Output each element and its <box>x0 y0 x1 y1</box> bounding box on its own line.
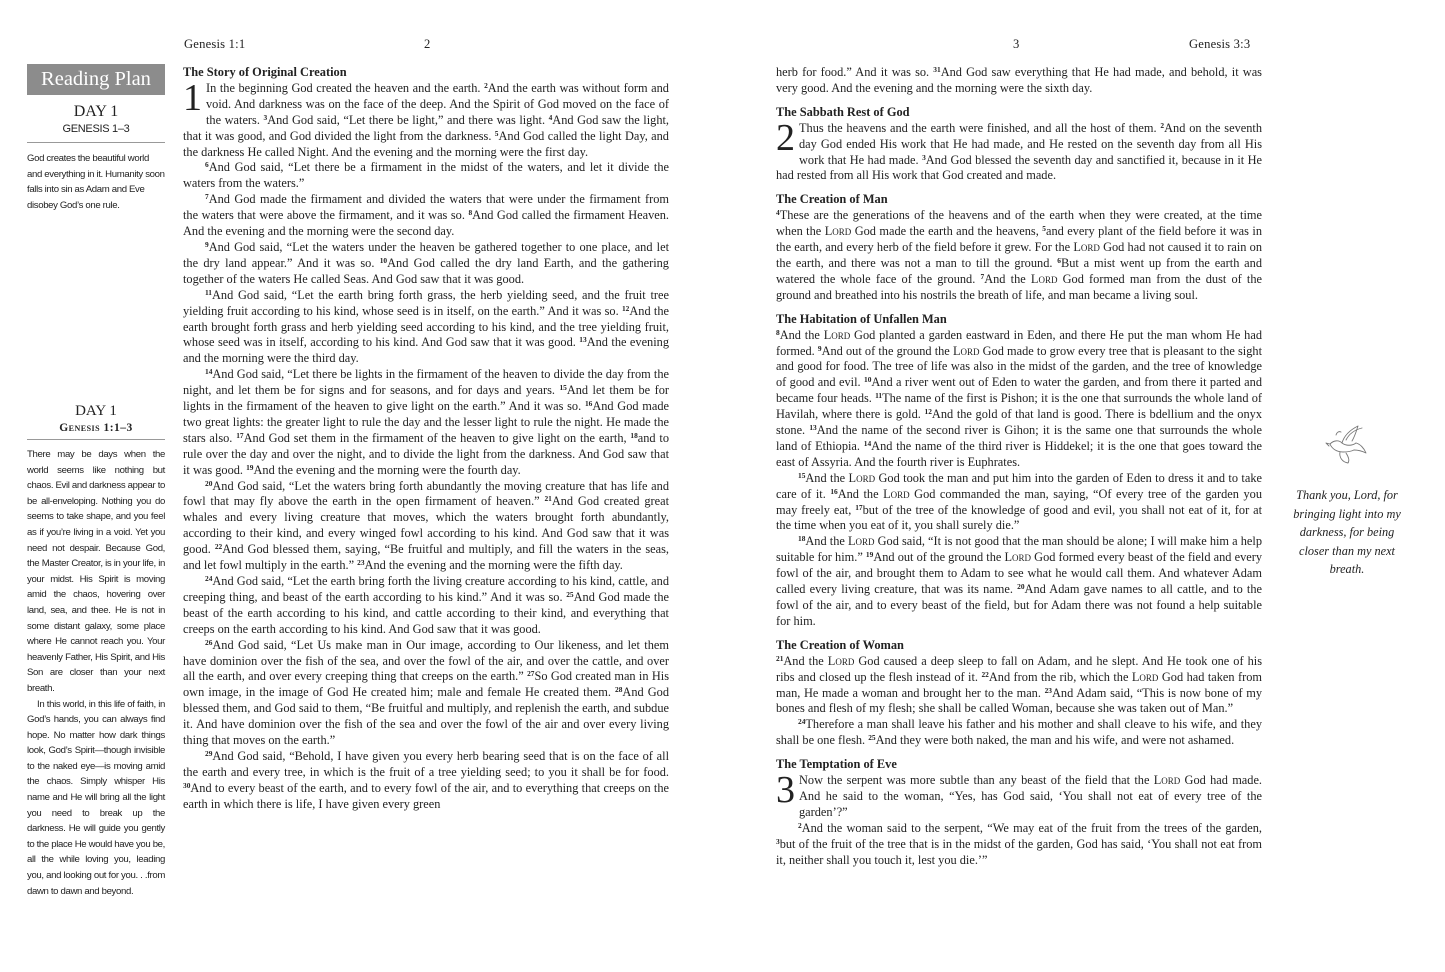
lord-smallcaps: Lord <box>1004 550 1032 565</box>
verse: And God set them in the firmament of the heaven to give light on the earth, <box>243 430 627 445</box>
verse: And God called the light Day, and the darkness He called Night. And the evening and the morning were the first day. <box>183 128 669 159</box>
verse: And God saw the light, that it was good, and God divided the light from the darkness. <box>183 112 670 143</box>
verse: And God said, “Let the earth bring forth grass, the herb yielding seed, and the fruit tree yielding fruit according to his kind, whose seed is in itself, on the earth.” And it was so. <box>183 287 669 318</box>
verse: And the earth was without form and void. And darkness was on the face of the deep. And the Spirit of God moved on the face of the waters. <box>206 80 669 127</box>
verse: And out of the ground the Lord God formed every beast of the field and every fowl of the air, and brought them to Adam to see what he would call them. And whatever Adam called every living creature, that was its name. <box>776 550 1262 597</box>
verse: In the beginning God created the heaven and the earth. <box>206 80 481 95</box>
prayer-text: Thank you, Lord, for bringing light into my darkness, for being closer than my next breath. <box>1293 488 1401 577</box>
verse: And Adam gave names to all cattle, and to the fowl of the air, and to every beast of the field, but for Adam there was not found a help suitable for him. <box>776 582 1263 628</box>
verse: And God called the firmament Heaven. And the evening and the morning were the second day. <box>183 208 669 239</box>
verse: Therefore a man shall leave his father and his mother and shall cleave to his wife, and they shall be one flesh. <box>776 717 1262 748</box>
verse-paragraph: $^9$And God said, “Let the waters under the heaven be gathered together to one place, and let the dry land appear.” And it was so. $^{10}$And God called the dry land Earth, and the gathering together of the waters He called Seas. And God saw that it was good. <box>183 239 669 286</box>
reading-plan-divider <box>27 142 165 143</box>
verse-paragraph: $^{18}$And the Lord God said, “It is not good that the man should be alone; I will make him a help suitable for him.” $^{19}$And out of the ground the Lord God formed every beast of the field and every fowl of the air, and brought them to Adam to see what he would call them. And whatever Adam called every living creature, that was its name. $^{20}$And Adam gave names to all cattle, and to the fowl of the air, and to every beast of the field, but for Adam there was not found a help suitable for him. <box>776 534 1263 628</box>
verse: And on the seventh day God ended His work that He had made, and He rested on the seventh day from all His work that He had made. <box>799 120 1262 167</box>
verse: Thus the heavens and the earth were finished, and all the host of them. <box>799 120 1157 135</box>
verse: And God created great whales and every living creature that moves, which the waters brought forth abundantly, according to their kind, and every winged fowl according to his kind. And God saw that it was good. <box>183 494 669 557</box>
verse: and every plant of the field before it was in the earth, and every herb of the field before it grew. For the Lord God had not caused it to rain on the earth, and there was not a man to till the ground. <box>776 224 1263 270</box>
reading-plan-box <box>27 64 165 213</box>
lord-smallcaps: Lord <box>848 470 876 485</box>
verse: And let them be for lights in the firmament of the heaven to give light on the earth.” And it was so. <box>183 383 669 414</box>
devotion-day: DAY 1 <box>75 403 117 419</box>
left-running-head: Genesis 1:1 <box>184 37 246 51</box>
verse: And God called the dry land Earth, and the gathering together of the waters He called Seas. And God saw that it was good. <box>183 255 669 286</box>
verse: And the evening and the morning were the fifth day. <box>364 558 623 573</box>
lord-smallcaps: Lord <box>824 224 852 239</box>
verse-paragraph: $^{21}$And the Lord God caused a deep sleep to fall on Adam, and he slept. And He took one of his ribs and closed up the flesh instead of it. $^{22}$And from the rib, which the Lord God had taken from man, He made a woman and brought her to the man. $^{23}$And Adam said, “This is now bone of my bones and flesh of my flesh; she shall be called Woman, because she was taken out of Man.” <box>776 653 1263 716</box>
reading-plan-day: DAY 1 <box>73 103 119 120</box>
devotion-box <box>27 402 165 899</box>
verse: And God blessed them, and God said to them, “Be fruitful and multiply, and replenish the earth, and subdue it. And have dominion over the fish of the sea and over the fowl of the air and over every living thing that moves on the earth.” <box>183 685 670 748</box>
section-heading: The Temptation of Eve <box>776 757 897 772</box>
verse: And God said, “Let there be a firmament in the midst of the waters, and let it divide the waters from the waters.” <box>183 160 669 191</box>
verse: And God said, “Let there be lights in the firmament of the heaven to divide the day from the night, and let them be for signs and for seasons, and for days and years. <box>183 367 669 398</box>
verse: And to every beast of the earth, and to every fowl of the air, and to everything that creeps on the earth in which there is life, I have given every green <box>183 780 669 811</box>
chapter-number: 3 <box>776 769 795 812</box>
lord-smallcaps: Lord <box>883 486 910 501</box>
right-running-head: Genesis 3:3 <box>1189 37 1251 51</box>
verse: And the evening and the morning were the fourth day. <box>253 462 521 477</box>
verse: And the name of the third river is Hiddekel; it is the one that goes toward the east of Assyria. And the fourth river is Euphrates. <box>776 438 1262 469</box>
devotion-paragraph-1: There may be days when the world seems like nothing but chaos. Evil and darkness appear to be all-enveloping. Nothing you do seems to take shape, and you feel as if you’re living in a void. Yet you need not despair. Because God, the Master Creator, is in your life, in your midst. His Spirit is moving amid the chaos, hovering over land, sea, and thee. He is not in some distant galaxy, some place where He cannot reach you. Your heavenly Father, His Spirit, and His Son are closer than your next breath. <box>27 449 165 694</box>
verse: And God blessed them, saying, “Be fruitful and multiply, and fill the waters in the seas, and let fowl multiply in the earth.” <box>183 542 669 573</box>
verse-paragraph: $^7$And God made the firmament and divided the waters that were under the firmament from the waters that were above the firmament, and it was so. $^8$And God called the firmament Heaven. And the evening and the morning were the second day. <box>183 192 669 239</box>
verse: And God made the beast of the earth according to his kind, and cattle according to their kind, and everything that creeps on the earth according to his kind. And God saw that it was good. <box>183 589 669 636</box>
verse: These are the generations of the heavens and of the earth when they were created, at the time when the Lord God made the earth and the heavens, <box>776 208 1262 239</box>
verse: And the Lord God commanded the man, saying, “Of every tree of the garden you may freely eat, <box>776 486 1262 517</box>
right-page-number: 3 <box>1013 37 1020 51</box>
lord-smallcaps: Lord <box>1153 773 1181 788</box>
verse: And the Lord God planted a garden eastward in Eden, and there He put the man whom He had formed. <box>776 327 1262 358</box>
verse: And a river went out of Eden to water the garden, and from there it parted and became four heads. <box>776 375 1262 406</box>
verse: And God made two great lights: the greater light to rule the day and the lesser light to rule the night. He made the stars also. <box>183 399 670 445</box>
verse-paragraph: $^{24}$And God said, “Let the earth bring forth the living creature according to his kind, cattle, and creeping thing, and beast of the earth according to his kind.” And it was so. $^{25}$And God made the beast of the earth according to his kind, and cattle according to their kind, and everything that creeps on the earth according to his kind. And God saw that it was good. <box>183 574 669 636</box>
verse: And the evening and the morning were the third day. <box>183 335 669 366</box>
verse: Now the serpent was more subtle than any beast of the field that the Lord God had made. And he said to the woman, “Yes, has God said, ‘You shall not eat of every tree of the garden’?” <box>799 773 1263 819</box>
verse: And they were both naked, the man and his wife, and were not ashamed. <box>875 733 1235 748</box>
verse: And God said, “Let the waters bring forth abundantly the moving creature that has life and fowl that may fly above the earth in the open firmament of heaven.” <box>183 478 669 509</box>
verse: The name of the first is Pishon; it is the one that surrounds the whole land of Havilah, where there is gold. <box>776 391 1262 422</box>
lord-smallcaps: Lord <box>827 653 855 668</box>
section-heading: The Creation of Man <box>776 192 888 207</box>
verse: but of the tree of the knowledge of good and evil, you shall not eat of it, for at the time when you eat of it, you shall surely die.” <box>776 502 1262 533</box>
verse: And from the rib, which the Lord God had taken from man, He made a woman and brought her to the man. <box>776 669 1263 700</box>
reading-plan-summary: God creates the beautiful world and everything in it. Humanity soon falls into sin as Adam and Eve disobey God’s one rule. <box>27 153 165 211</box>
devotion-paragraph-2: In this world, in this life of faith, in God’s hands, you can always find hope. No matter how dark things look, God’s Spirit—though invisible to the naked eye—is moving amid the chaos. Simply whisper His name and He will bring all the light you need to break up the darkness. He will guide you gently to the place He would have you be, all the while loving you, leading you, and looking out for you. . .from dawn to dawn and beyond. <box>27 698 165 897</box>
devotion-reference: Genesis 1:1–3 <box>59 422 133 434</box>
verse: And Adam said, “This is now bone of my bones and flesh of my flesh; she shall be called Woman, because she was taken out of Man.” <box>776 685 1262 716</box>
verse-paragraph: $^8$And the Lord God planted a garden eastward in Eden, and there He put the man whom He had formed. $^9$And out of the ground the Lord God made to grow every tree that is pleasant to the sight and good for food. The tree of life was also in the midst of the garden, and the tree of knowledge of good and evil. $^{10}$And a river went out of Eden to water the garden, and from there it parted and became four heads. $^{11}$The name of the first is Pishon; it is the one that surrounds the whole land of Havilah, where there is gold. $^{12}$And the gold of that land is good. There is bdellium and the onyx stone. $^{13}$And the name of the second river is Gihon; it is the same one that surrounds the whole land of Ethiopia. $^{14}$And the name of the third river is Hiddekel; it is the one that goes toward the east of Assyria. And the fourth river is Euphrates. <box>776 327 1263 469</box>
verse: but of the fruit of the tree that is in the midst of the garden, God has said, ‘You shall not eat from it, neither shall you touch it, lest you die.’” <box>776 836 1262 867</box>
lord-smallcaps: Lord <box>847 534 875 549</box>
reading-plan-banner: Reading Plan <box>27 64 165 95</box>
verse-paragraph: $^{24}$Therefore a man shall leave his father and his mother and shall cleave to his wife, and they shall be one flesh. $^{25}$And they were both naked, the man and his wife, and were not ashamed. <box>776 717 1262 748</box>
verse: And the Lord God formed man from the dust of the ground and breathed into his nostrils the breath of life, and man became a living soul. <box>776 271 1263 302</box>
section-heading: The Habitation of Unfallen Man <box>776 311 947 326</box>
verse: And God blessed the seventh day and sanctified it, because in it He had rested from all His work that God created and made. <box>776 152 1262 183</box>
verse: And God made the firmament and divided the waters that were under the firmament from the waters that were above the firmament, and it was so. <box>183 192 669 223</box>
dove-icon <box>1322 422 1372 468</box>
verse-paragraph: $^{11}$And God said, “Let the earth bring forth grass, the herb yielding seed, and the fruit tree yielding fruit according to his kind, whose seed is in itself, on the earth.” And it was so. $^{12}$And the earth brought forth grass and herb yielding seed according to his kind, and the tree yielding fruit, whose seed was in itself, according to his kind. And God saw that it was good. $^{13}$And the evening and the morning were the third day. <box>183 287 669 366</box>
verse: And God said, “Let the earth bring forth the living creature according to his kind, cattle, and creeping thing, and beast of the earth according to his kind.” And it was so. <box>183 574 669 604</box>
verse: And God said, “Let there be light,” and there was light. <box>267 112 546 127</box>
left-page-number: 2 <box>424 37 431 51</box>
section-heading: The Story of Original Creation <box>183 65 347 79</box>
verse: and to rule over the day and over the night, and to divide the light from the darkness. And God saw that it was good. <box>183 430 670 477</box>
verse: And the Lord God caused a deep sleep to fall on Adam, and he slept. And He took one of his ribs and closed up the flesh instead of it. <box>776 653 1262 684</box>
reading-plan-range: GENESIS 1–3 <box>62 123 130 135</box>
verse-paragraph: 1 In the beginning God created the heaven and the earth. $^2$And the earth was without form and void. And darkness was on the face of the deep. And the Spirit of God moved on the face of the waters. $^3$And God said, “Let there be light,” and there was light. $^4$And God saw the light, that it was good, and God divided the light from the darkness. $^5$And God called the light Day, and the darkness He called Night. And the evening and the morning were the first day. <box>183 76 670 159</box>
chapter-number: 1 <box>183 76 202 119</box>
verse-paragraph <box>776 769 1263 821</box>
verse-paragraph: $^{14}$And God said, “Let there be lights in the firmament of the heaven to divide the day from the night, and let them be for signs and for seasons, and for days and years. $^{15}$And let them be for lights in the firmament of the heaven to give light on the earth.” And it was so. $^{16}$And God made two great lights: the greater light to rule the day and the lesser light to rule the night. He made the stars also. $^{17}$And God set them in the firmament of the heaven to give light on the earth, $^{18}$and to rule over the day and over the night, and to divide the light from the darkness. And God saw that it was good. $^{19}$And the evening and the morning were the fourth day. <box>183 367 670 477</box>
verse: And the name of the second river is Gihon; it is the same one that surrounds the whole land of Ethiopia. <box>776 423 1263 453</box>
verse-paragraph: $^{20}$And God said, “Let the waters bring forth abundantly the moving creature that has life and fowl that may fly above the earth in the open firmament of heaven.” $^{21}$And God created great whales and every living creature that moves, which the waters brought forth abundantly, according to their kind, and every winged fowl according to his kind. And God saw that it was good. $^{22}$And God blessed them, saying, “Be fruitful and multiply, and fill the waters in the seas, and let fowl multiply in the earth.” $^{23}$And the evening and the morning were the fifth day. <box>183 478 669 573</box>
verse: And the woman said to the serpent, “We may eat of the fruit from the trees of the garden, <box>801 820 1262 835</box>
section-heading: The Sabbath Rest of God <box>776 104 910 119</box>
verse: And the Lord God said, “It is not good that the man should be alone; I will make him a help suitable for him.” <box>776 534 1262 565</box>
verse-paragraph: $^2$And the woman said to the serpent, “We may eat of the fruit from the trees of the garden, $^3$but of the fruit of the tree that is in the midst of the garden, God has said, ‘You shall not eat from it, neither shall you touch it, lest you die.’” <box>776 820 1262 867</box>
verse: And the Lord God took the man and put him into the garden of Eden to dress it and to take care of it. <box>776 470 1262 501</box>
verse: And the gold of that land is good. There is bdellium and the onyx stone. <box>776 407 1262 438</box>
verse: So God created man in His own image, in the image of God He created him; male and female He created them. <box>183 669 669 700</box>
verse: And God saw everything that He had made, and behold, it was very good. And the evening and the morning were the sixth day. <box>776 65 1262 95</box>
verse-paragraph: $^{15}$And the Lord God took the man and put him into the garden of Eden to dress it and to take care of it. $^{16}$And the Lord God commanded the man, saying, “Of every tree of the garden you may freely eat, $^{17}$but of the tree of the knowledge of good and evil, you shall not eat of it, for at the time when you eat of it, you shall surely die.” <box>776 470 1262 533</box>
verse: And out of the ground the Lord God made to grow every tree that is pleasant to the sight and good for food. The tree of life was also in the midst of the garden, and the tree of knowledge of good and evil. <box>776 343 1262 390</box>
right-text-column <box>776 65 1262 869</box>
verse: And God said, “Let the waters under the heaven be gathered together to one place, and let the dry land appear.” And it was so. <box>183 239 669 270</box>
lord-smallcaps: Lord <box>1131 669 1159 684</box>
chapter-number: 2 <box>776 116 795 159</box>
lord-smallcaps: Lord <box>1030 271 1058 286</box>
devotion-divider <box>27 439 165 440</box>
verse-paragraph: $^{26}$And God said, “Let Us make man in Our image, according to Our likeness, and let them have dominion over the fish of the sea, and over the fowl of the air, and over the cattle, and over all the earth, and over every creeping thing that creeps on the earth.” $^{27}$So God created man in His own image, in the image of God He created him; male and female He created them. $^{28}$And God blessed them, and God said to them, “Be fruitful and multiply, and replenish the earth, and subdue it. And have dominion over the fish of the sea and over the fowl of the air and over every living thing that moves on the earth.” <box>183 637 670 748</box>
verse: And the earth brought forth grass and herb yielding seed according to his kind, and the tree yielding fruit, whose seed was in itself, according to his kind. And God saw that it was good. <box>183 303 669 350</box>
left-text-column <box>183 65 669 813</box>
verse: herb for food.” And it was so. <box>776 65 930 79</box>
verse-paragraph: herb for food.” And it was so. $^{31}$And God saw everything that He had made, and behold, it was very good. And the evening and the morning were the sixth day. <box>776 65 1262 95</box>
lord-smallcaps: Lord <box>1073 240 1100 255</box>
section-heading: The Creation of Woman <box>776 637 904 652</box>
lord-smallcaps: Lord <box>823 327 851 342</box>
verse-paragraph: $^{29}$And God said, “Behold, I have given you every herb bearing seed that is on the face of all the earth and every tree, in which is the fruit of a tree yielding seed; to you it shall be for food. $^{30}$And to every beast of the earth, and to every fowl of the air, and to everything that creeps on the earth in which there is life, I have given every green <box>183 748 669 811</box>
lord-smallcaps: Lord <box>952 343 980 358</box>
verse-paragraph: $^6$And God said, “Let there be a firmament in the midst of the waters, and let it divide the waters from the waters.” <box>183 160 669 191</box>
verse: But a mist went up from the earth and watered the whole face of the ground. <box>776 255 1263 286</box>
verse-paragraph: $^4$These are the generations of the heavens and of the earth when they were created, at the time when the Lord God made the earth and the heavens, $^5$and every plant of the field before it was in the earth, and every herb of the field before it grew. For the Lord God had not caused it to rain on the earth, and there was not a man to till the ground. $^6$But a mist went up from the earth and watered the whole face of the ground. $^7$And the Lord God formed man from the dust of the ground and breathed into his nostrils the breath of life, and man became a living soul. <box>776 208 1263 302</box>
verse: And God said, “Behold, I have given you every herb bearing seed that is on the face of all the earth and every tree, in which is the fruit of a tree yielding seed; to you it shall be for food. <box>183 748 669 779</box>
verse-paragraph: 2 Thus the heavens and the earth were finished, and all the host of them. $^2$And on the seventh day God ended His work that He had made, and He rested on the seventh day from all His work that He had made. $^3$And God blessed the seventh day and sanctified it, because in it He had rested from all His work that God created and made. <box>776 116 1262 183</box>
verse: And God said, “Let Us make man in Our image, according to Our likeness, and let them have dominion over the fish of the sea, and over the fowl of the air, and over the cattle, and over all the earth, and over every creeping thing that creeps on the earth.” <box>183 637 669 684</box>
